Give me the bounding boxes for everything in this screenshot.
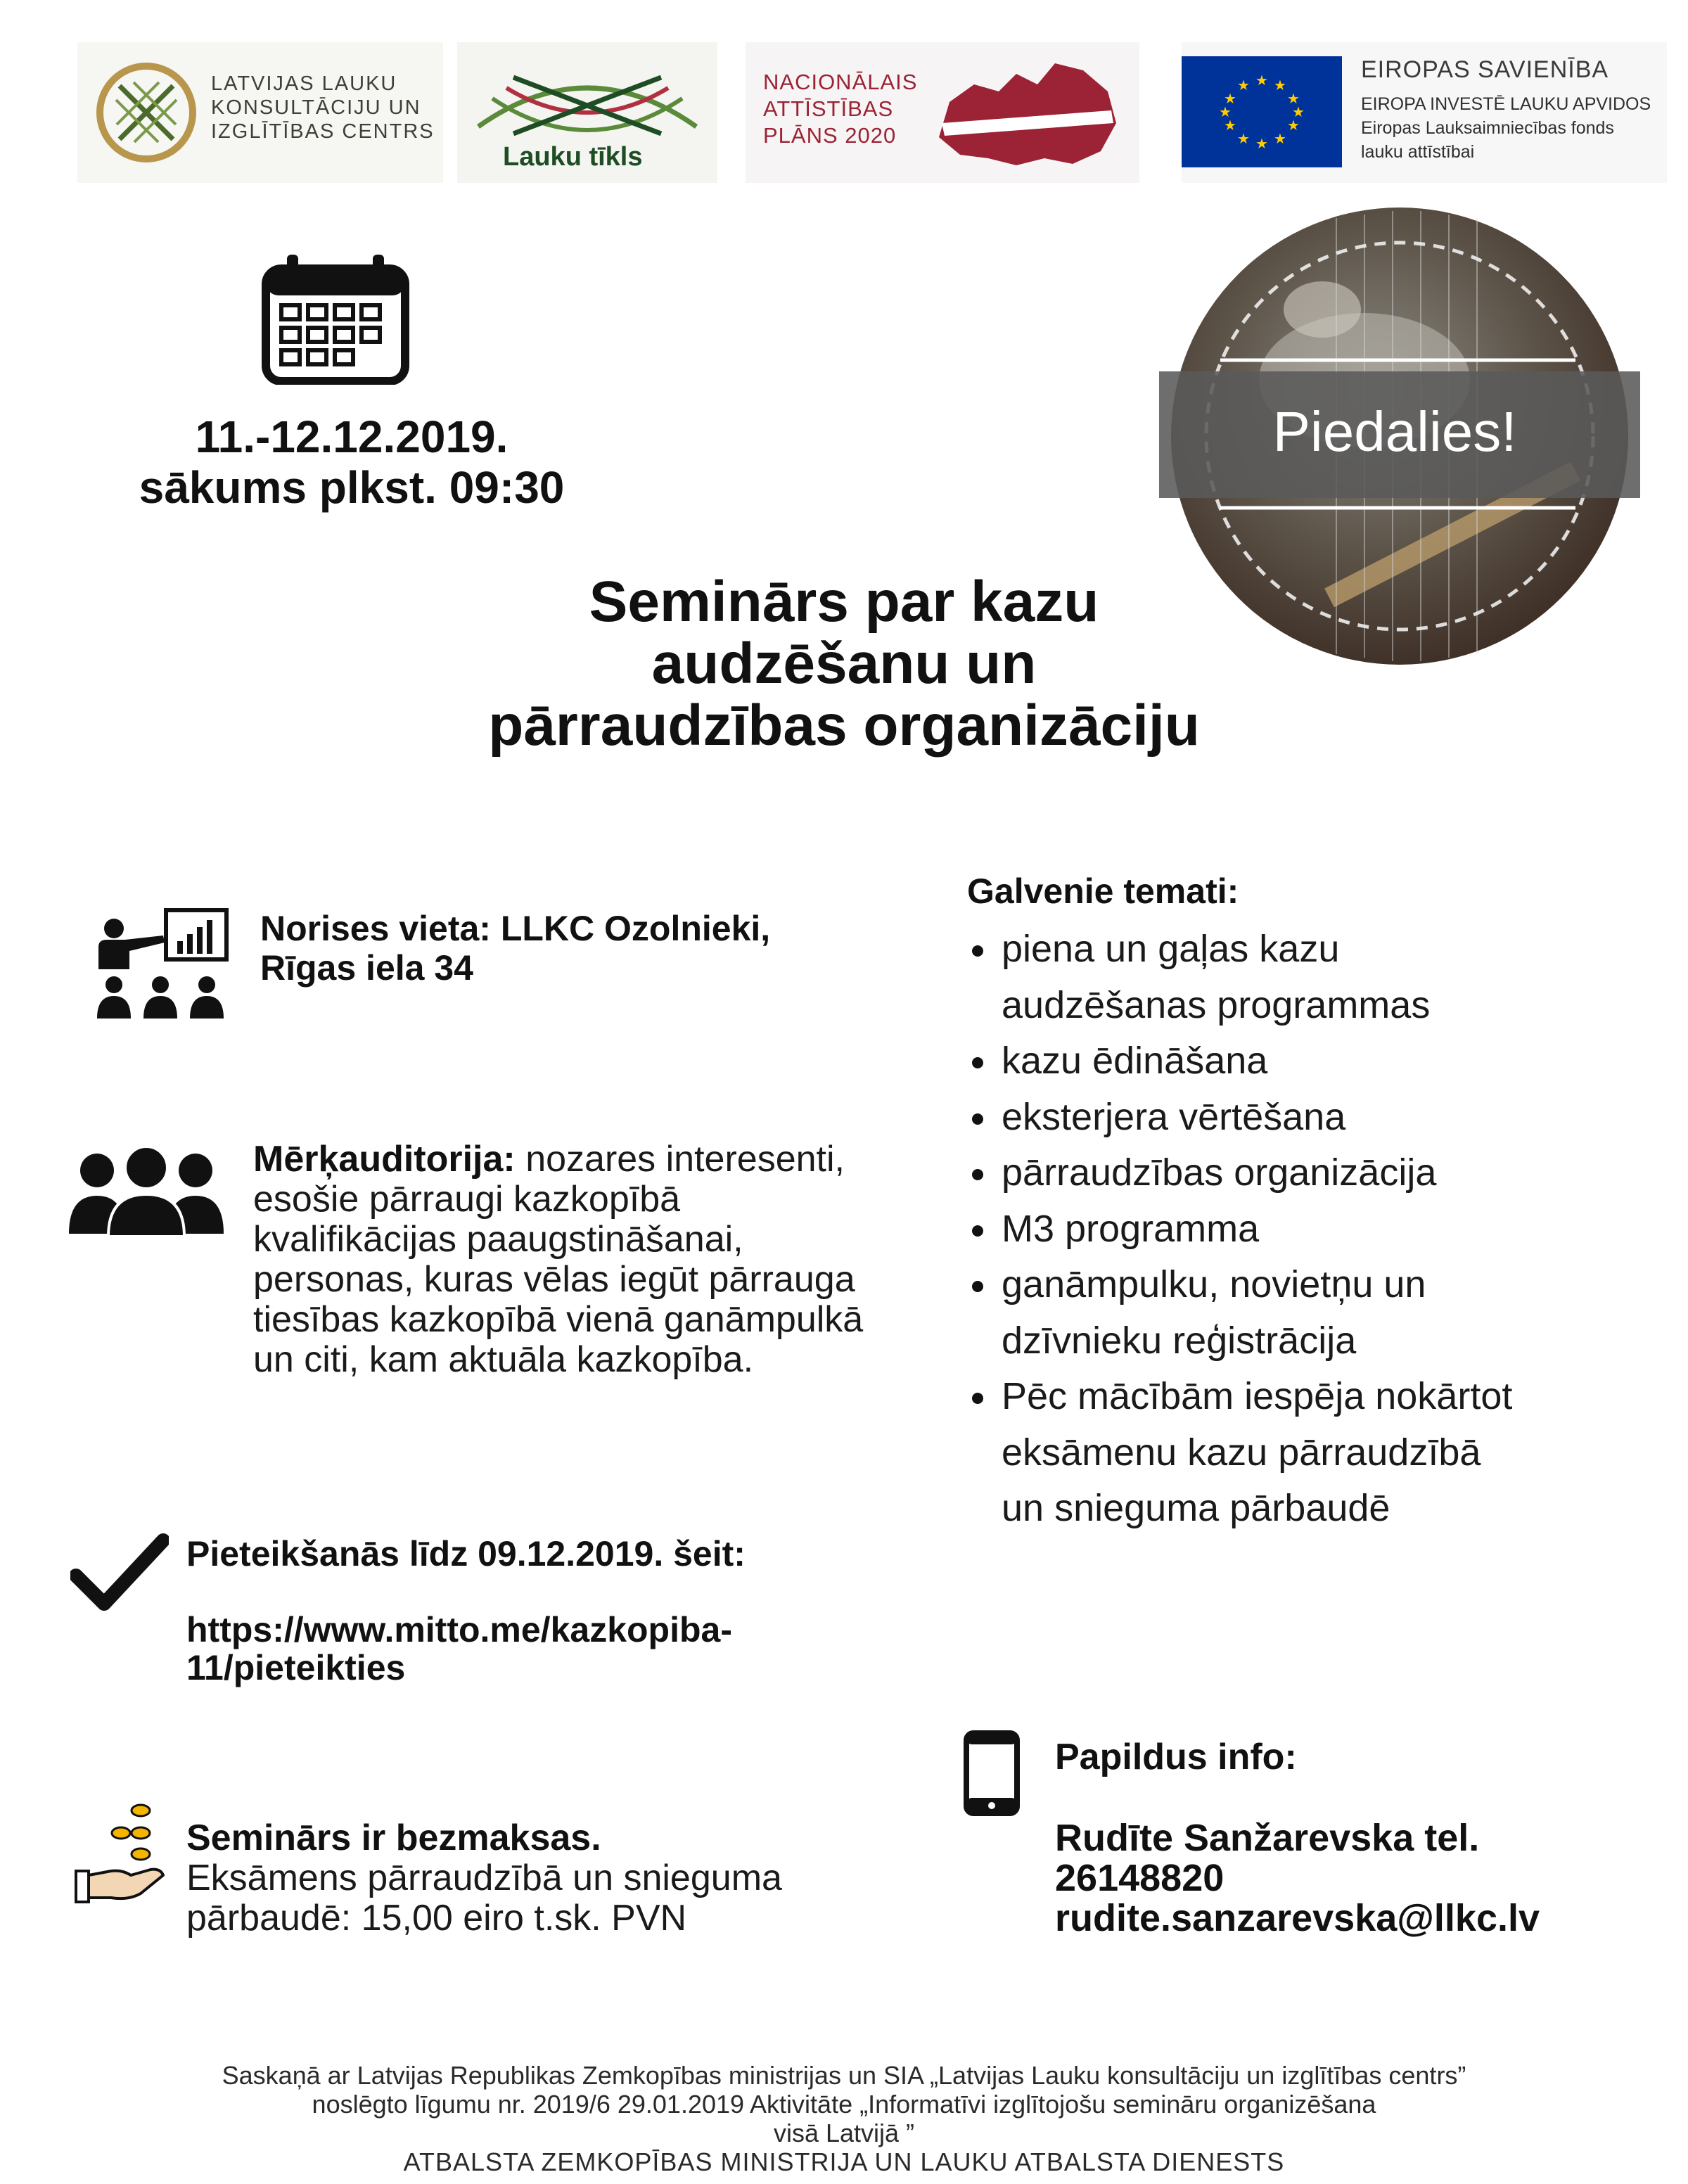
llkc-logo-text: LATVIJAS LAUKU KONSULTĀCIJU UN IZGLĪTĪBAS CENTRS <box>211 72 435 143</box>
free-seminar-label: Seminārs ir bezmaksas. <box>186 1818 601 1858</box>
topics-heading: Galvenie temati: <box>967 871 1239 911</box>
topics-list <box>969 921 1644 1537</box>
participate-badge-label: Piedalies! <box>1272 400 1517 463</box>
svg-text:★: ★ <box>1274 130 1286 147</box>
svg-text:★: ★ <box>1287 90 1300 107</box>
svg-text:★: ★ <box>1274 77 1286 94</box>
svg-text:★: ★ <box>1224 90 1236 107</box>
svg-text:★: ★ <box>1255 72 1268 89</box>
target-audience-text: nozares interesenti, esošie pārraugi kazkopībā kvalifikācijas paaugstināšanai, personas, kuras vēlas iegūt pārrauga tiesības kazkopībā vienā ganāmpulkā un citi, kam aktuāla kazkopība. <box>253 1139 864 1380</box>
svg-text:★: ★ <box>1219 103 1232 120</box>
contact-info <box>1055 1818 1660 1939</box>
svg-text:★: ★ <box>1224 117 1236 134</box>
svg-text:★: ★ <box>1255 135 1268 152</box>
registration-link[interactable]: https://www.mitto.me/kazkopiba- 11/pieteikties <box>186 1610 732 1687</box>
eu-title: EIROPAS SAVIENĪBA <box>1361 56 1609 83</box>
svg-text:★: ★ <box>1292 103 1305 120</box>
latvia-map-icon <box>932 53 1122 172</box>
contact-email[interactable]: rudite.sanzarevska@llkc.lv <box>1055 1897 1540 1939</box>
target-audience <box>253 1139 872 1380</box>
venue-info: Norises vieta: LLKC Ozolnieki, Rīgas iela 34 <box>260 909 771 988</box>
price-info <box>186 1818 876 1939</box>
llkc-logo <box>77 42 443 183</box>
list-item: ganāmpulku, novietņu un dzīvnieku reģistrācija <box>969 1257 1644 1369</box>
contact-person: Rudīte Sanžarevska tel. <box>1055 1817 1480 1859</box>
lauku-tikls-logo <box>457 42 717 183</box>
coins-hand-icon <box>72 1802 170 1908</box>
contact-phone: 26148820 <box>1055 1857 1225 1899</box>
svg-text:★: ★ <box>1237 77 1250 94</box>
event-date: 11.-12.12.2019. <box>195 411 509 462</box>
lauku-tikls-text: Lauku tīkls <box>503 142 643 172</box>
contact-heading: Papildus info: <box>1055 1737 1297 1777</box>
lauku-tikls-emblem-icon <box>464 56 710 141</box>
llkc-emblem-icon <box>91 58 201 167</box>
list-item: eksterjera vērtēšana <box>969 1090 1644 1146</box>
checkmark-icon <box>70 1533 169 1611</box>
people-group-icon <box>69 1145 224 1237</box>
svg-text:★: ★ <box>1287 117 1300 134</box>
list-item: M3 programma <box>969 1201 1644 1258</box>
footer-support-line: ATBALSTA ZEMKOPĪBAS MINISTRIJA UN LAUKU ATBALSTA DIENESTS <box>403 2147 1285 2176</box>
mobile-phone-icon <box>964 1730 1020 1816</box>
target-audience-label: Mērķauditorija: <box>253 1139 516 1180</box>
eu-line-1: EIROPA INVESTĒ LAUKU APVIDOS <box>1361 94 1651 114</box>
svg-text:★: ★ <box>1237 130 1250 147</box>
calendar-icon <box>262 255 409 385</box>
eu-logo <box>1182 42 1667 183</box>
event-start-time: sākums plkst. 09:30 <box>139 462 565 513</box>
eu-line-2: Eiropas Lauksaimniecības fonds <box>1361 118 1614 138</box>
event-title: Seminārs par kazu audzēšanu un pārraudzības organizāciju <box>488 570 1200 758</box>
list-item: piena un gaļas kazu audzēšanas programmas <box>969 921 1644 1033</box>
list-item: Pēc mācībām iespēja nokārtot eksāmenu kazu pārraudzībā un snieguma pārbaudē <box>969 1369 1644 1537</box>
list-item: kazu ēdināšana <box>969 1033 1644 1090</box>
exam-price-text: Eksāmens pārraudzībā un snieguma pārbaudē: 15,00 eiro t.sk. PVN <box>186 1858 782 1939</box>
nap-logo-text: NACIONĀLAIS ATTĪSTĪBAS PLĀNS 2020 <box>763 70 918 148</box>
list-item: pārraudzības organizācija <box>969 1145 1644 1201</box>
nap-logo <box>746 42 1139 183</box>
registration-label: Pieteikšanās līdz 09.12.2019. šeit: <box>186 1534 746 1573</box>
eu-line-3: lauku attīstībai <box>1361 142 1475 162</box>
eu-flag-icon <box>1182 56 1342 167</box>
event-date-block <box>56 411 647 513</box>
footer-note: Saskaņā ar Latvijas Republikas Zemkopības ministrijas un SIA „Latvijas Lauku konsultāciju un izglītības centrs” noslēgto līgumu nr. 2019/6 29.01.2019 Aktivitāte „Informatīvi izglītojošu semināru organizēšana visā Latvijā ” ATBALSTA ZEMKOPĪBAS MINISTRIJA UN LAUKU ATBALSTA DIENESTS <box>127 2061 1561 2176</box>
presentation-audience-icon <box>90 907 231 1020</box>
